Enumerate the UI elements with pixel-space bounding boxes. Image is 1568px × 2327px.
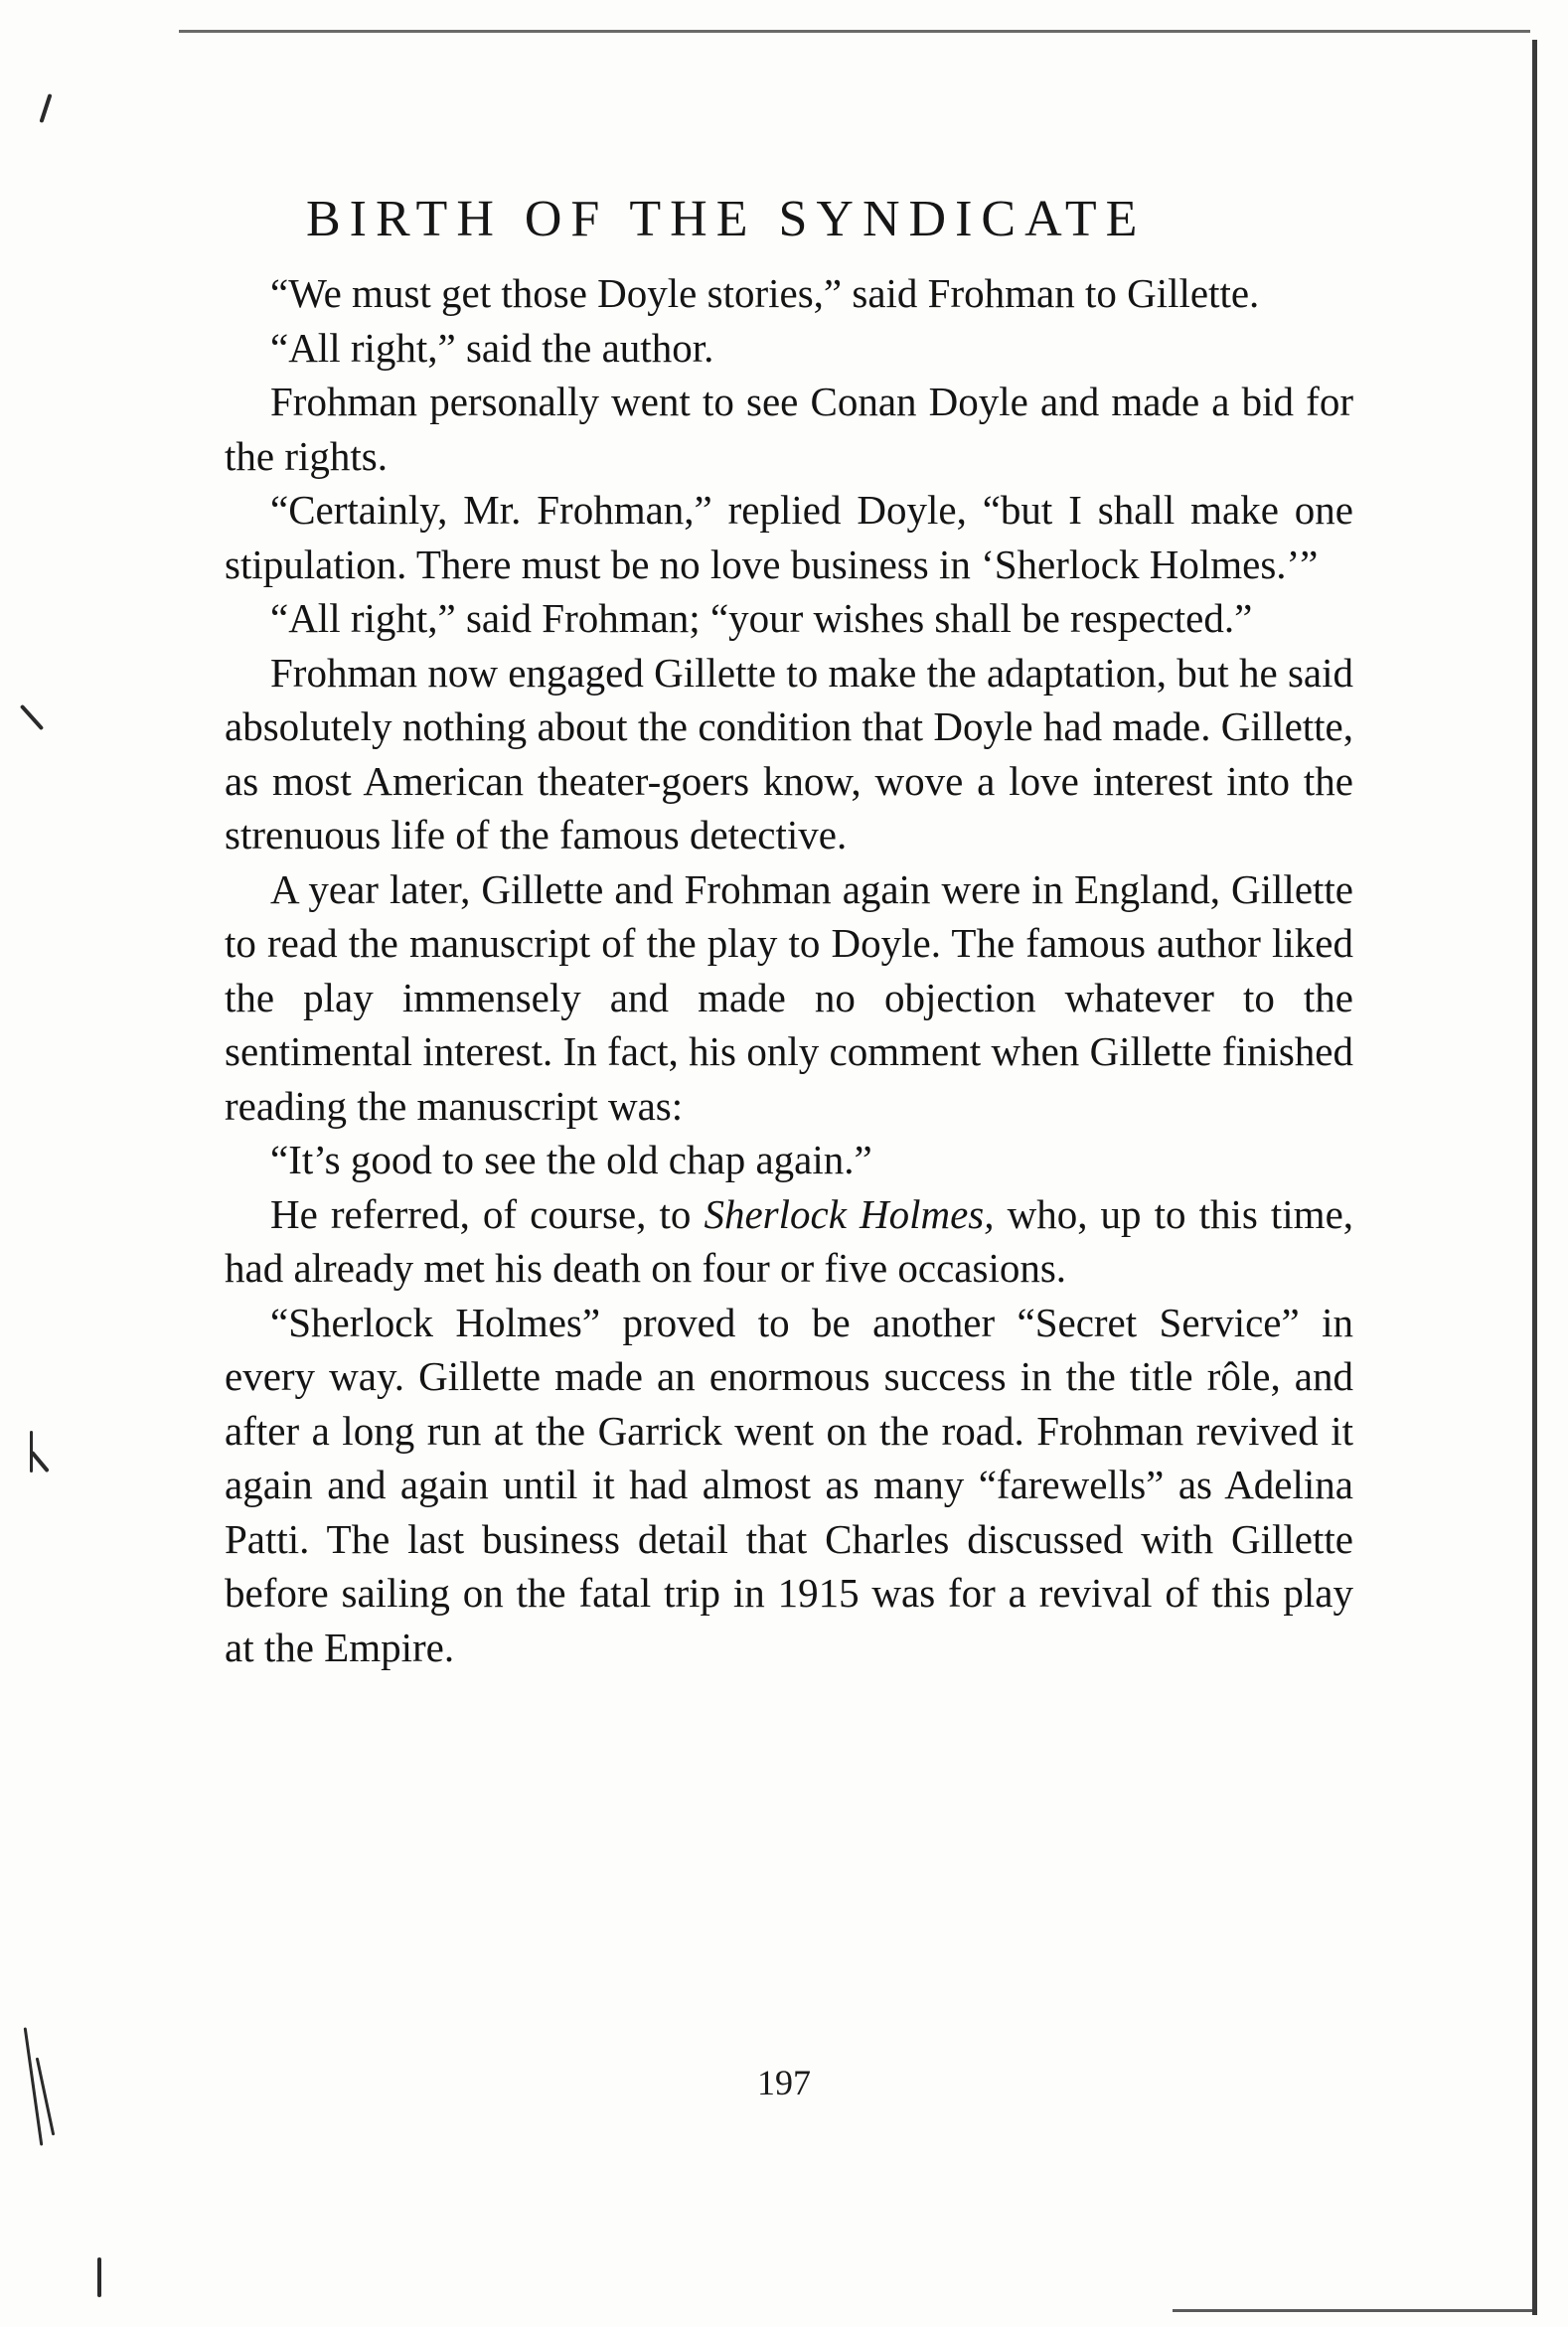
running-title: BIRTH OF THE SYNDICATE bbox=[306, 191, 1147, 247]
page-number: 197 bbox=[757, 2063, 811, 2102]
body-text bbox=[225, 266, 1353, 1674]
paragraph-8: “It’s good to see the old chap again.” bbox=[270, 1137, 872, 1182]
scan-right-edge bbox=[1532, 40, 1537, 2315]
scan-top-edge bbox=[179, 30, 1530, 33]
paragraph-7: A year later, Gillette and Frohman again were in England, Gillette to read the manuscript of the play to Doyle. The famous author liked the play immensely and made no objection whatever to the sentimental interest. In fact, his only comment when Gillette finished reading the manuscript was: bbox=[225, 865, 1353, 1129]
italic-title: Sherlock Holmes, bbox=[704, 1190, 995, 1237]
margin-mark bbox=[20, 704, 44, 730]
paragraph-2: “All right,” said the author. bbox=[270, 324, 714, 371]
scan-bottom-edge bbox=[1173, 2309, 1532, 2312]
paragraph-4: “Certainly, Mr. Frohman,” replied Doyle, “but I shall make one stipulation. There must be no love business in ‘Sherlock Holmes.’” bbox=[225, 487, 1353, 587]
margin-mark bbox=[39, 93, 52, 123]
paragraph-9 bbox=[225, 1187, 1353, 1296]
paragraph-10: “Sherlock Holmes” proved to be another “Secret Service” in every way. Gillette made an enormous success in the title rôle, and after a long run at the Garrick went on the road. Frohman revived it again and again until it had almost as many “farewells” as Adelina Patti. The last business detail that Charles discussed with Gillette before sailing on the fatal trip in 1915 was for a revival of this play at the Empire. bbox=[225, 1299, 1353, 1670]
paragraph-9-lead: He referred, of course, to bbox=[270, 1190, 705, 1237]
paragraph-6: Frohman now engaged Gillette to make the adaptation, but he said absolutely nothing about the condition that Doyle had made. Gillette, as most American theater-goers know, wove a love interest into the strenuous life of the famous detective. bbox=[225, 649, 1353, 857]
paragraph-3: Frohman personally went to see Conan Doyle and made a bid for the rights. bbox=[225, 379, 1353, 479]
paragraph-9-rest: who, up to this time, had already met his death on four or five occasions. bbox=[225, 1190, 1354, 1291]
margin-mark bbox=[30, 1451, 50, 1473]
margin-mark bbox=[97, 2257, 101, 2297]
paragraph-5: “All right,” said Frohman; “your wishes shall be respected.” bbox=[270, 595, 1253, 641]
paragraph-1: “We must get those Doyle stories,” said Frohman to Gillette. bbox=[270, 270, 1260, 316]
